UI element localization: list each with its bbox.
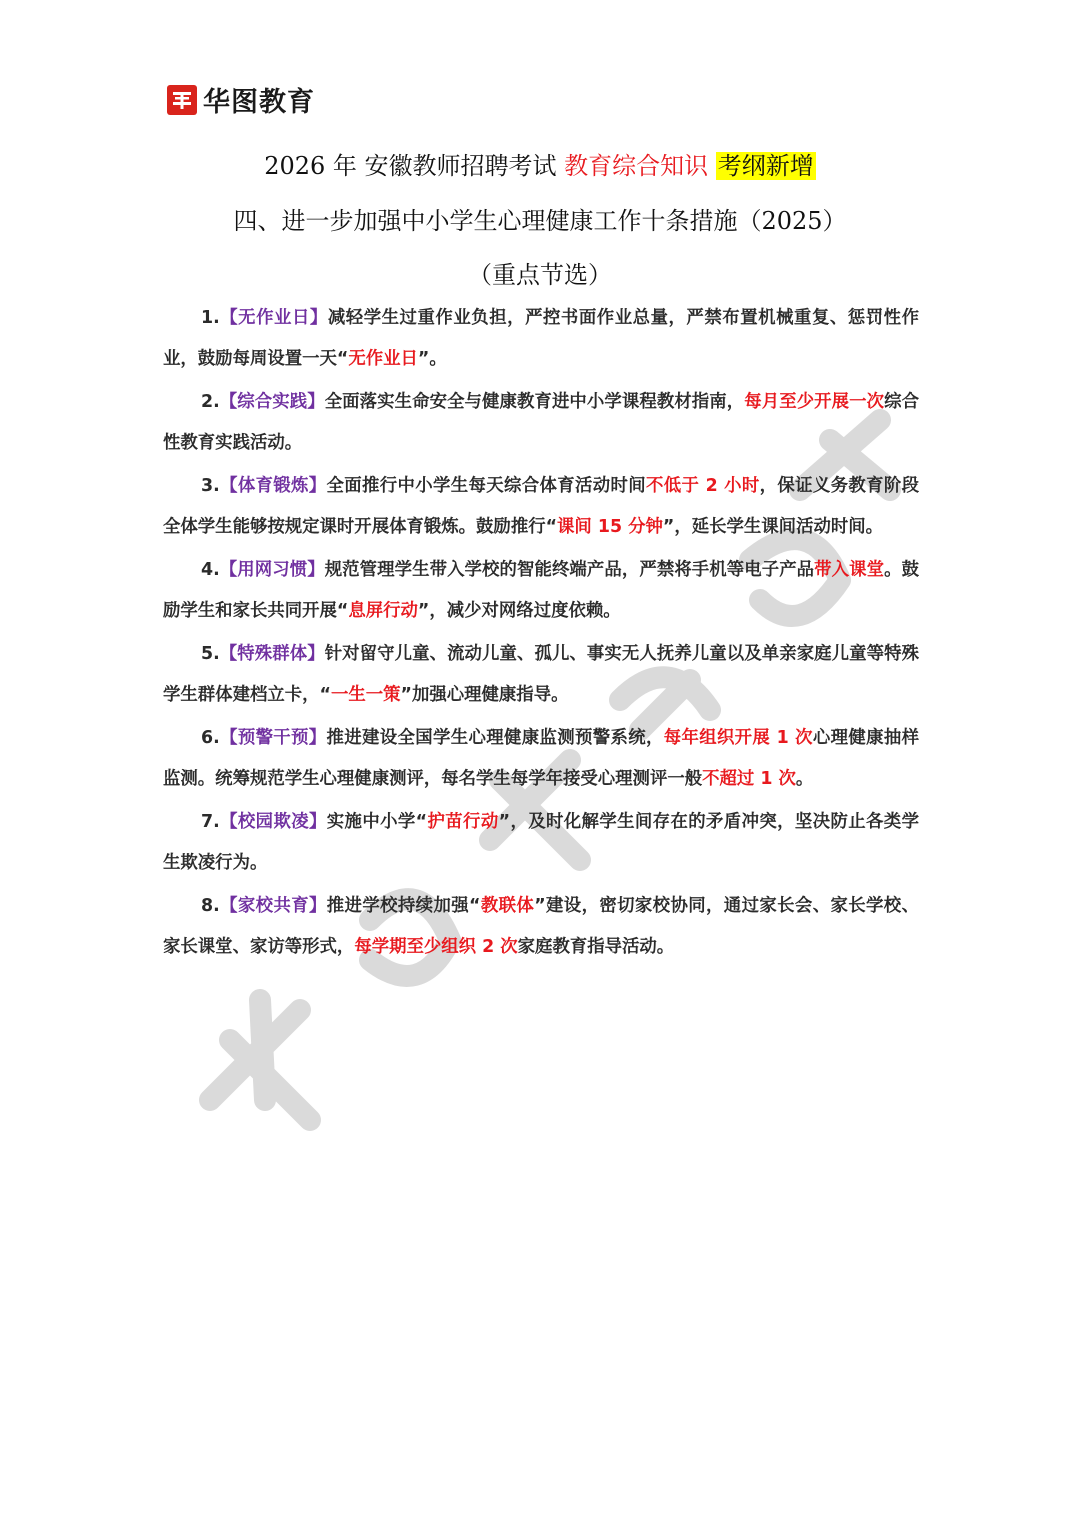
measure-text: ”加强心理健康指导。	[400, 685, 569, 705]
measure-text: 规范管理学生带入学校的智能终端产品，严禁将手机等电子产品	[324, 560, 815, 580]
measure-number: 5.	[201, 644, 220, 664]
measure-number: 2.	[201, 392, 220, 412]
measure-text: 全面推行中小学生每天综合体育活动时间	[326, 476, 646, 496]
measure-tag: 【特殊群体】	[219, 644, 325, 664]
measure-text: ”，及时化解学生间存在的矛盾冲突，坚决防止各类学生欺凌行为。	[163, 812, 919, 873]
measure-text: 家庭教育指导活动。	[517, 937, 675, 957]
document-title	[0, 146, 1080, 181]
measure-number: 4.	[201, 560, 220, 580]
measure-tag: 【用网习惯】	[219, 560, 325, 580]
measure-tag: 【校园欺凌】	[219, 812, 327, 832]
measure-highlight: 息屏行动	[348, 601, 418, 621]
measure-text: 综合性教育实践活动。	[163, 392, 919, 453]
measure-highlight: 教联体	[480, 896, 535, 916]
measure-highlight: 一生一策	[330, 685, 401, 705]
brand-name: 华图教育	[203, 87, 315, 118]
measure-tag: 【综合实践】	[219, 392, 325, 412]
measure-item	[163, 298, 919, 380]
measure-text: 。	[795, 769, 814, 789]
measure-highlight: 不低于 2 小时	[645, 476, 760, 496]
measure-text: 心理健康抽样监测。统筹规范学生心理健康测评，每名学生每学年接受心理测评一般	[163, 728, 919, 789]
measure-highlight: 课间 15 分钟	[557, 517, 663, 537]
brand-logo	[167, 80, 315, 119]
measure-text: ，保证义务教育阶段全体学生能够按规定课时开展体育锻炼。鼓励推行“	[163, 476, 919, 537]
measure-text: ”。	[417, 349, 447, 369]
measure-text: 推进学校持续加强“	[326, 896, 481, 916]
measure-number: 7.	[201, 812, 220, 832]
measure-text: ”建设，密切家校协同，通过家长会、家长学校、家长课堂、家访等形式，	[163, 896, 919, 957]
measure-highlight: 不超过 1 次	[702, 769, 796, 789]
measure-text: 推进建设全国学生心理健康监测预警系统，	[326, 728, 664, 748]
measure-tag: 【预警干预】	[219, 728, 327, 748]
measure-highlight: 每月至少开展一次	[744, 392, 885, 412]
measure-number: 8.	[201, 896, 220, 916]
measure-item	[163, 802, 919, 884]
huatu-logo-icon	[167, 85, 197, 115]
measure-item	[163, 634, 919, 716]
measure-item	[163, 466, 919, 548]
measure-highlight: 带入课堂	[814, 560, 885, 580]
measure-highlight: 每年组织开展 1 次	[663, 728, 813, 748]
measure-item	[163, 886, 919, 968]
section-heading: 四、进一步加强中小学生心理健康工作十条措施（2025）	[233, 207, 847, 235]
measure-item	[163, 550, 919, 632]
measure-item	[163, 718, 919, 800]
measure-text: 全面落实生命安全与健康教育进中小学课程教材指南，	[324, 392, 745, 412]
measure-text: 针对留守儿童、流动儿童、孤儿、事实无人抚养儿童以及单亲家庭儿童等特殊学生群体建档立卡，“	[163, 644, 919, 705]
measure-number: 3.	[201, 476, 220, 496]
measure-item	[163, 382, 919, 464]
measure-text: 。鼓励学生和家长共同开展“	[163, 560, 919, 621]
measure-highlight: 每学期至少组织 2 次	[354, 937, 518, 957]
title-subject: 教育综合知识	[564, 152, 709, 180]
measures-list	[163, 298, 919, 970]
measure-text: 减轻学生过重作业负担，严控书面作业总量，严禁布置机械重复、惩罚性作业，鼓励每周设置一天“	[163, 308, 919, 369]
measure-number: 6.	[201, 728, 220, 748]
measure-text: 实施中小学“	[326, 812, 428, 832]
title-exam: 2026 年 安徽教师招聘考试	[264, 152, 565, 180]
measure-text: ”，延长学生课间活动时间。	[662, 517, 884, 537]
measure-highlight: 护苗行动	[427, 812, 499, 832]
section-subheading: （重点节选）	[468, 261, 612, 289]
measure-number: 1.	[201, 308, 220, 328]
title-badge: 考纲新增	[717, 152, 814, 180]
measure-tag: 【体育锻炼】	[219, 476, 327, 496]
measure-tag: 【家校共育】	[219, 896, 327, 916]
measure-tag: 【无作业日】	[219, 308, 328, 328]
measure-highlight: 无作业日	[348, 349, 418, 369]
measure-text: ”，减少对网络过度依赖。	[417, 601, 621, 621]
